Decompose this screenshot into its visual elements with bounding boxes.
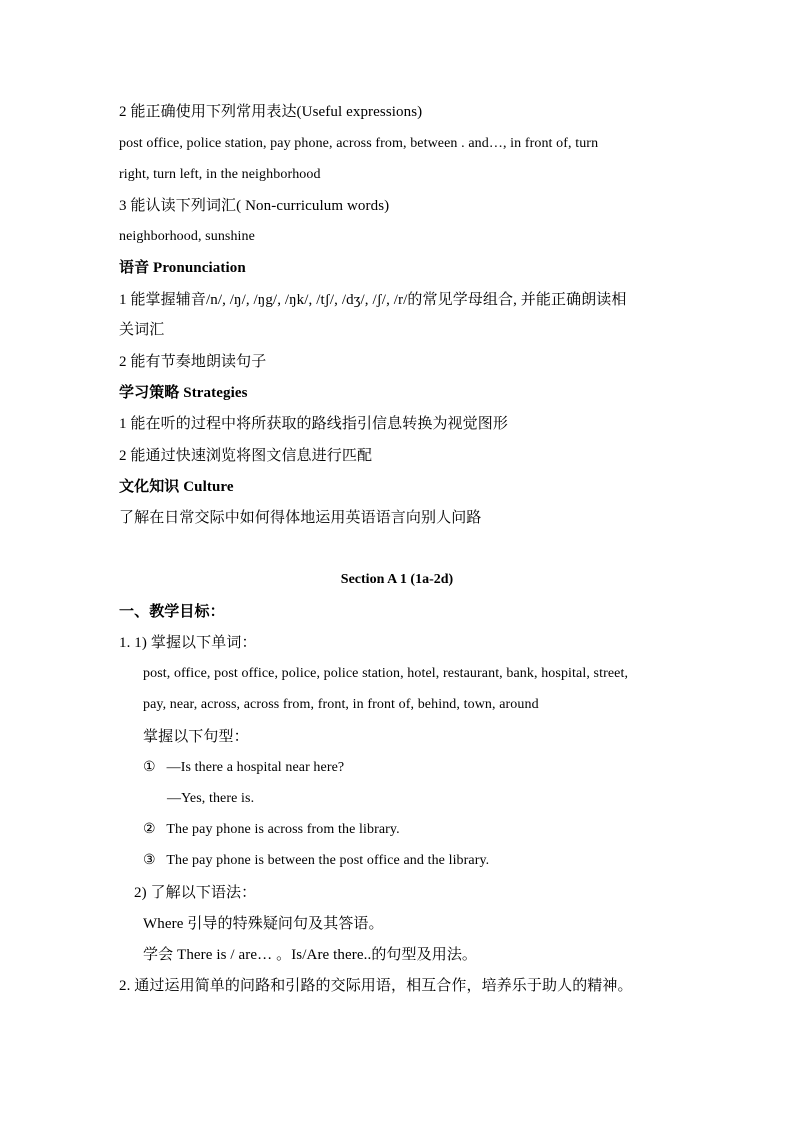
sentence-1	[143, 758, 344, 778]
circled-number-2: ②	[143, 822, 156, 837]
strategies-heading: 学习策略 Strategies	[119, 385, 248, 401]
non-curriculum-heading: 3 能认读下列词汇( Non-curriculum words)	[119, 198, 390, 214]
strategies-item-2: 2 能通过快速浏览将图文信息进行匹配	[119, 448, 373, 464]
circled-number-3: ③	[143, 853, 156, 868]
expressions-line-1: post office, police station, pay phone, across from, between . and…, in front of, turn	[119, 136, 599, 151]
culture-heading: 文化知识 Culture	[119, 479, 234, 495]
sentence-1-answer: —Yes, there is.	[167, 791, 255, 806]
sentence-3	[143, 851, 489, 871]
sentence-1-question: —Is there a hospital near here?	[166, 760, 345, 775]
expressions-line-2: right, turn left, in the neighborhood	[119, 167, 321, 182]
sentence-patterns-label: 掌握以下句型：	[143, 729, 249, 745]
objective-2: 2. 通过运用简单的问路和引路的交际用语，相互合作，培养乐于助人的精神。	[119, 978, 633, 994]
word-list-line-1: post, office, post office, police, police station, hotel, restaurant, bank, hospital, street,	[143, 666, 629, 681]
non-curriculum-words: neighborhood, sunshine	[119, 229, 255, 244]
objective-1-label: 1. 1) 掌握以下单词：	[119, 635, 257, 651]
strategies-item-1: 1 能在听的过程中将所获取的路线指引信息转换为视觉图形	[119, 416, 508, 432]
sentence-2	[143, 820, 400, 840]
grammar-item-2: 学会 There is / are… 。Is/Are there..的句型及用法。	[143, 947, 478, 963]
circled-number-1: ①	[143, 760, 156, 775]
objectives-heading: 一、教学目标：	[119, 604, 225, 620]
sentence-2-text: The pay phone is across from the library.	[166, 822, 400, 837]
useful-expressions-heading: 2 能正确使用下列常用表达(Useful expressions)	[119, 104, 423, 120]
section-title: Section A 1 (1a-2d)	[340, 572, 454, 587]
pronunciation-item-2: 2 能有节奏地朗读句子	[119, 354, 267, 370]
pronunciation-heading: 语音 Pronunciation	[119, 260, 246, 276]
word-list-line-2: pay, near, across, across from, front, in front of, behind, town, around	[143, 697, 539, 712]
grammar-item-1: Where 引导的特殊疑问句及其答语。	[143, 916, 384, 932]
pronunciation-item-1: 1 能掌握辅音/n/, /ŋ/, /ŋg/, /ŋk/, /tʃ/, /dʒ/, /ʃ/, /r/的常见学母组合, 并能正确朗读相	[119, 292, 627, 308]
culture-item: 了解在日常交际中如何得体地运用英语语言向别人问路	[119, 510, 482, 526]
pronunciation-item-1-cont: 关词汇	[119, 322, 165, 338]
sentence-3-text: The pay phone is between the post office and the library.	[166, 853, 490, 868]
grammar-label: 2) 了解以下语法：	[134, 885, 257, 901]
